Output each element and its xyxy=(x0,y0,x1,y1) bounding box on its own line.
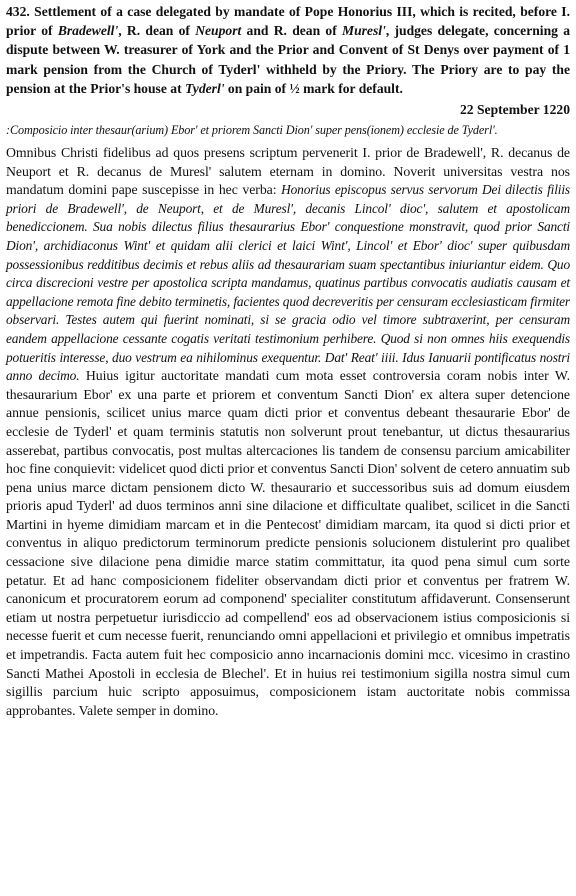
heading-segment: on pain of ½ mark for default. xyxy=(224,80,403,96)
body-segment-italic: Honorius episcopus servus servorum Dei dilectis filiis priori de Bradewell', de Neuport, et de Muresl', decanis Lincol' dioc', salutem et apostolicam benediccionem. Sua nobis dilectus filius thesaurarius Ebor' conquestione monstravit, quod prior Sancti Dion', archidiaconus Wint' et quidam alii clerici et laici Wint', Lincol' et Ebor' dioc' super quibusdam possessionibus redditibus decimis et rebus aliis ad thesaurariam suam spectantibus iniuriantur eidem. Quo circa discrecioni vestre per apostolica scripta mandamus, quatinus partibus convocatis audiatis causam et appellacione remota fine debito terminetis, facientes quod decreveritis per censuram ecclesiasticam firmiter observari. Testes autem qui fuerint nominati, si se gracia odio vel timore subtraxerint, per censuram eandem appellacione cessante cogatis veritati testimonium perhibere. Quod si non omnes hiis exequendis potueritis interesse, duo vestrum ea nihilominus exequentur. Dat' Reat' iiii. Idus Ianuarii pontificatus nostri anno decimo. xyxy=(6,182,570,384)
heading-segment: , R. dean of xyxy=(118,23,196,39)
body-segment: Huius igitur auctoritate mandati cum mota esset controversia coram nobis inter W. thesaurarium Ebor' ex una parte et priorem et conventum Sancti Dion' ex altera super detencione annue pensionis, scilicet unius marce quam dicti prior et conventus debeant thesaurarie Ebor' de ecclesie de Tyderl' et quam terminis statutis non solverunt prout tenebantur, ut dictus thesaurarius asserebat, partibus convocatis, post multas altercaciones lis tandem de consensu parcium amicabiliter hoc fine conquievit: videlicet quod dicti prior et conventus Sancti Dion' solvent de cetero annuatim sub pena unius marce dictam pensionem dicto W. thesaurario et successoribus suis ad domum eiusdem prioris apud Tyderl' ad duos terminos anni sine dilacione et difficultate qualibet, scilicet in die Sancti Martini in hyeme dimidiam marcam et in die Pentecost' dimidiam marcam, ita quod si dicti prior et conventus in aliquo predictorum terminorum predicte pensionis solucionem distulerint pro qualibet cessacione sive dilacione pena dimidie marce statim committatur, ita quod pena simul cum sorte petatur. Et ad hanc composicionem fideliter observandam dicti prior et conventus per fratrem W. canonicum et procuratorem eorum ad componend' specialiter constitutum affidaverunt. Consenserunt etiam ut nostra perpetuetur iurisdiccio ad compellend' eos ad observacionem istius composicionis si necesse fuerit et cum necesse fuerit, renunciando omni appellacioni et privilegio et omnibus impetratis et impetrandis. Facta autem fuit hec composicio anno incarnacionis domini mcc. vicesimo in crastino Sancti Mathei Apostoli in ecclesia de Blechel'. Et in huius rei testimonium sigilla nostra simul cum sigillis parcium huic scripto apposuimus, composicionem istam auctoritate nobis commissa approbantes. Valete semper in domino. xyxy=(6,368,570,718)
heading-segment-italic: Bradewell' xyxy=(57,23,119,39)
entry-heading-text xyxy=(6,4,570,96)
heading-segment-italic: Neuport xyxy=(195,23,242,39)
heading-segment-italic: Tyderl' xyxy=(185,80,225,96)
entry-number: 432. xyxy=(6,4,30,19)
body-segment: Omnibus Christi fidelibus ad quos presens scriptum pervenerit I. prior de Bradewell', R. decanus de Neuport et R. decanus de Muresl' salutem eternam in domino. Noverit universitas vestra nos mandatum domini pape suscepisse in hec verba: xyxy=(6,145,570,198)
heading-segment: Settlement of a case delegated by mandate of Pope Honorius III, which is recited, before I. prior of xyxy=(6,4,570,39)
entry-date: 22 September 1220 xyxy=(460,102,570,118)
entry-heading xyxy=(6,2,570,98)
entry-body xyxy=(6,144,570,720)
heading-segment: and R. dean of xyxy=(241,23,342,39)
heading-segment: , judges delegate, concerning a dispute between W. treasurer of York and the Prior and Convent of St Denys over payment of 1 mark pension from the Church of Tyderl' withheld by the Priory. The Priory are to pay the pension at the Prior's house at xyxy=(6,23,570,96)
heading-segment-italic: Muresl' xyxy=(342,23,386,39)
entry-rubric: :Composicio inter thesaur(arium) Ebor' et priorem Sancti Dion' super pens(ionem) ecclesie de Tyderl'. xyxy=(6,123,498,138)
document-page xyxy=(6,2,570,720)
